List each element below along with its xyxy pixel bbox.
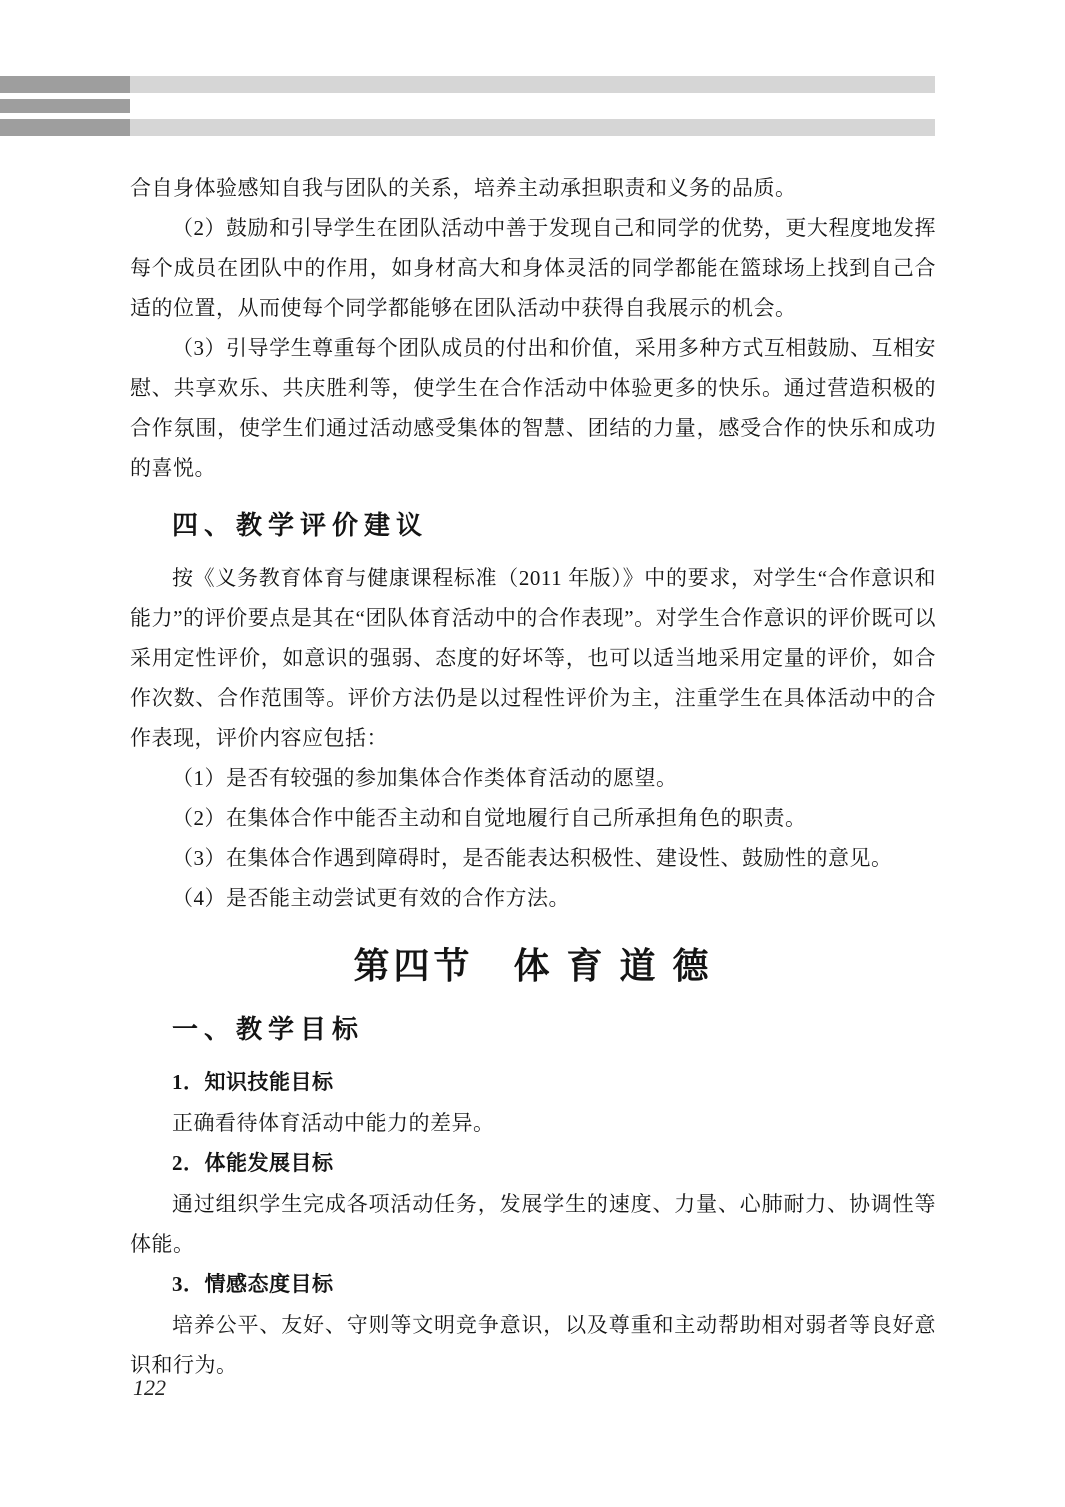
evaluation-item-2: （2）在集体合作中能否主动和自觉地履行自己所承担角色的职责。 — [172, 806, 807, 830]
goal-3-body: 培养公平、友好、守则等文明竞争意识，以及尊重和主动帮助相对弱者等良好意识和行为。 — [130, 1313, 936, 1377]
paragraph-continuation: 合自身体验感知自我与团队的关系，培养主动承担职责和义务的品质。 — [130, 176, 797, 200]
deco-bar-dark-middle — [0, 99, 130, 113]
goal-2-heading — [130, 1143, 936, 1184]
header-decoration — [0, 0, 1065, 150]
goal-3-title: 情感态度目标 — [204, 1273, 334, 1296]
evaluation-item-4: （4）是否能主动尝试更有效的合作方法。 — [172, 886, 570, 910]
goal-2-body: 通过组织学生完成各项活动任务，发展学生的速度、力量、心肺耐力、协调性等体能。 — [130, 1192, 936, 1256]
evaluation-intro-paragraph: 按《义务教育体育与健康课程标准（2011 年版）》中的要求，对学生“合作意识和能力”的评价要点是其在“团队体育活动中的合作表现”。对学生合作意识的评价既可以采用定性评价，如意识的强弱、态度的好坏等，也可以适当地采用定量的评价，如合作次数、合作范围等。评价方法仍是以过程性评价为主，注重学生在具体活动中的合作表现，评价内容应包括： — [130, 566, 936, 750]
page-content — [130, 168, 936, 1385]
goal-1-heading — [130, 1062, 936, 1103]
deco-bar-light-top — [0, 76, 935, 93]
goal-2-title: 体能发展目标 — [204, 1152, 334, 1175]
deco-bar-dark-bottom — [0, 119, 130, 136]
deco-bar-dark-top — [0, 76, 130, 93]
section-heading-goals: 一、教学目标 — [172, 1015, 365, 1044]
goal-2-number: 2． — [172, 1151, 205, 1175]
goal-1-title: 知识技能目标 — [204, 1071, 334, 1094]
goal-1-number: 1． — [172, 1070, 205, 1094]
goal-1-body: 正确看待体育活动中能力的差异。 — [172, 1111, 495, 1135]
page-number: 122 — [133, 1375, 166, 1400]
evaluation-item-3: （3）在集体合作遇到障碍时，是否能表达积极性、建设性、鼓励性的意见。 — [172, 846, 893, 870]
paragraph-point-2: （2）鼓励和引导学生在团队活动中善于发现自己和同学的优势，更大程度地发挥每个成员在团队中的作用，如身材高大和身体灵活的同学都能在篮球场上找到自己合适的位置，从而使每个同学都能够在团队活动中获得自我展示的机会。 — [130, 216, 936, 320]
chapter-title: 第四节 体 育 道 德 — [353, 946, 713, 986]
paragraph-point-3: （3）引导学生尊重每个团队成员的付出和价值，采用多种方式互相鼓励、互相安慰、共享欢乐、共庆胜利等，使学生在合作活动中体验更多的快乐。通过营造积极的合作氛围，使学生们通过活动感受集体的智慧、团结的力量，感受合作的快乐和成功的喜悦。 — [130, 336, 936, 480]
section-heading-evaluation: 四、教学评价建议 — [172, 511, 429, 540]
evaluation-item-1: （1）是否有较强的参加集体合作类体育活动的愿望。 — [172, 766, 678, 790]
deco-bar-light-bottom — [0, 119, 935, 136]
goal-3-number: 3． — [172, 1272, 205, 1296]
goal-3-heading — [130, 1264, 936, 1305]
